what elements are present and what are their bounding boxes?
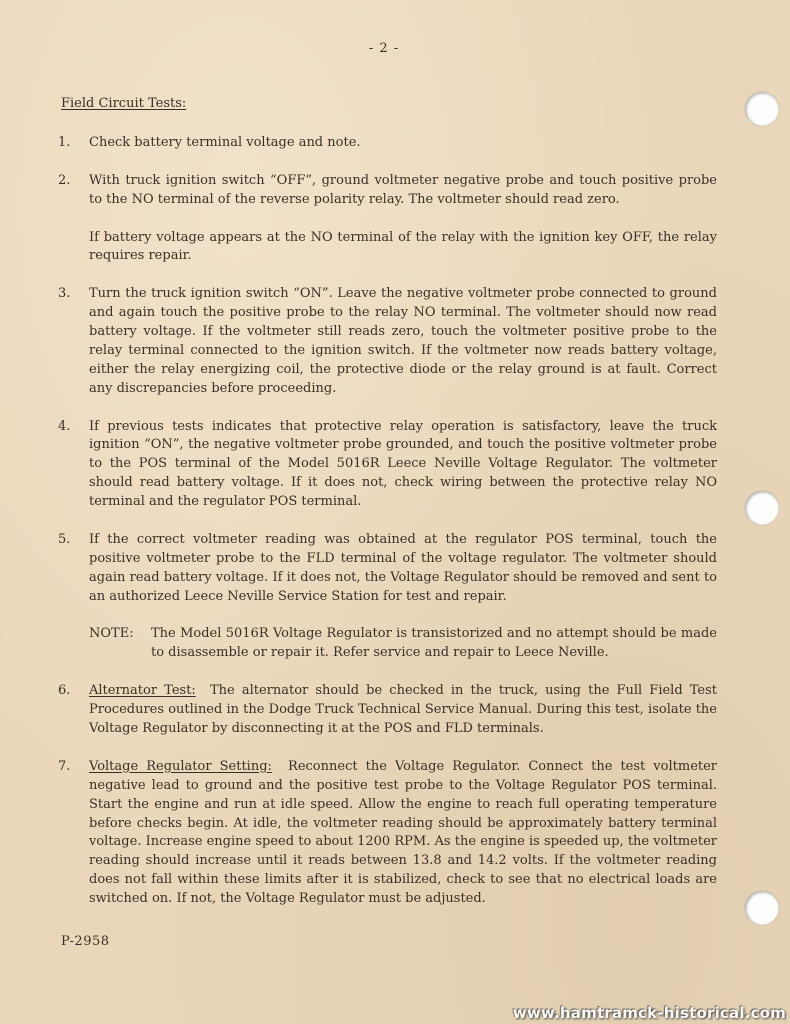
item-body — [89, 134, 717, 153]
item-text: Check battery terminal voltage and note. — [89, 135, 361, 150]
item-text: If previous tests indicates that protective relay operation is satisfactory, leave the truck ignition “ON”, the negative voltmeter probe grounded, and touch the positive voltmeter probe to the POS terminal of the Model 5016R Leece Neville Voltage Regulator. The voltmeter should read battery voltage. If it does not, check wiring between the protective relay NO terminal and the regulator POS terminal. — [89, 418, 717, 510]
item-body — [89, 682, 717, 739]
list-item — [58, 418, 717, 513]
list-item — [58, 134, 717, 153]
item-number: 2. — [58, 172, 71, 188]
note — [89, 625, 717, 663]
item-number: 4. — [58, 418, 71, 434]
item-text: Turn the truck ignition switch “ON”. Leave the negative voltmeter probe connected to ground and again touch the positive probe to the relay NO terminal. The voltmeter should now read battery voltage. If the voltmeter still reads zero, touch the voltmeter positive probe to the relay terminal connected to the ignition switch. If the voltmeter now reads battery voltage, either the relay energizing coil, the protective diode or the relay ground is at fault. Correct any discrepancies before proceeding. — [89, 286, 717, 396]
list-item — [58, 682, 717, 739]
punch-hole-top — [745, 92, 779, 126]
watermark: www.hamtramck-historical.com — [512, 1004, 786, 1022]
punch-hole-middle — [745, 491, 779, 525]
section-heading: Field Circuit Tests: — [61, 96, 187, 111]
item-number: 3. — [58, 286, 71, 302]
list-item — [58, 285, 717, 398]
note-text: The Model 5016R Voltage Regulator is transistorized and no attempt should be made to disassemble or repair it. Refer service and repair to Leece Neville. — [151, 626, 717, 661]
page-number: - 2 - — [368, 41, 400, 56]
content — [58, 134, 717, 928]
item-label-text: Reconnect the Voltage Regulator. Connect the test voltmeter negative lead to ground and the positive test probe to the Voltage Regulator POS terminal. Start the engine and run at idle speed. Allow the engine to reach full operating temperature before checks begin. At idle, the voltmeter reading should be approximately battery terminal voltage. Increase engine speed to about 1200 RPM. As the engine is speeded up, the voltmeter reading should increase until it reads between 13.8 and 14.2 volts. If the voltmeter reading does not fall within these limits after it is stabilized, check to see that no electrical loads are switched on. If not, the Voltage Regulator must be adjusted. — [89, 758, 718, 907]
document-id: P-2958 — [61, 934, 110, 949]
punch-hole-bottom — [745, 891, 779, 925]
item-text: With truck ignition switch “OFF”, ground voltmeter negative probe and touch positive probe to the NO terminal of the reverse polarity relay. The voltmeter should read zero. — [89, 172, 717, 207]
item-body — [89, 758, 717, 909]
item-label: Alternator Test: — [89, 683, 196, 699]
item-number: 1. — [58, 135, 71, 150]
item-text — [89, 682, 717, 739]
item-label-text: The alternator should be checked in the truck, using the Full Field Test Procedures outlined in the Dodge Truck Technical Service Manual. During this test, isolate the Voltage Regulator by disconnecting it at the POS and FLD terminals. — [89, 683, 717, 736]
item-number: 7. — [58, 758, 71, 774]
list-item — [58, 758, 717, 909]
item-body — [89, 531, 717, 607]
item-text — [89, 758, 717, 909]
item-body — [89, 285, 717, 398]
item-label: Voltage Regulator Setting: — [89, 758, 272, 774]
item-body — [89, 172, 717, 267]
item-followup: If battery voltage appears at the NO terminal of the relay with the ignition key OFF, the relay requires repair. — [89, 229, 717, 264]
item-number: 5. — [58, 531, 71, 547]
list-item — [58, 172, 717, 267]
item-text: If the correct voltmeter reading was obtained at the regulator POS terminal, touch the positive voltmeter probe to the FLD terminal of the voltage regulator. The voltmeter should again read battery voltage. If it does not, the Voltage Regulator should be removed and sent to an authorized Leece Neville Service Station for test and repair. — [89, 531, 717, 604]
list-item — [58, 531, 717, 607]
note-label: NOTE: — [89, 626, 134, 642]
item-body — [89, 418, 717, 513]
item-number: 6. — [58, 683, 71, 699]
